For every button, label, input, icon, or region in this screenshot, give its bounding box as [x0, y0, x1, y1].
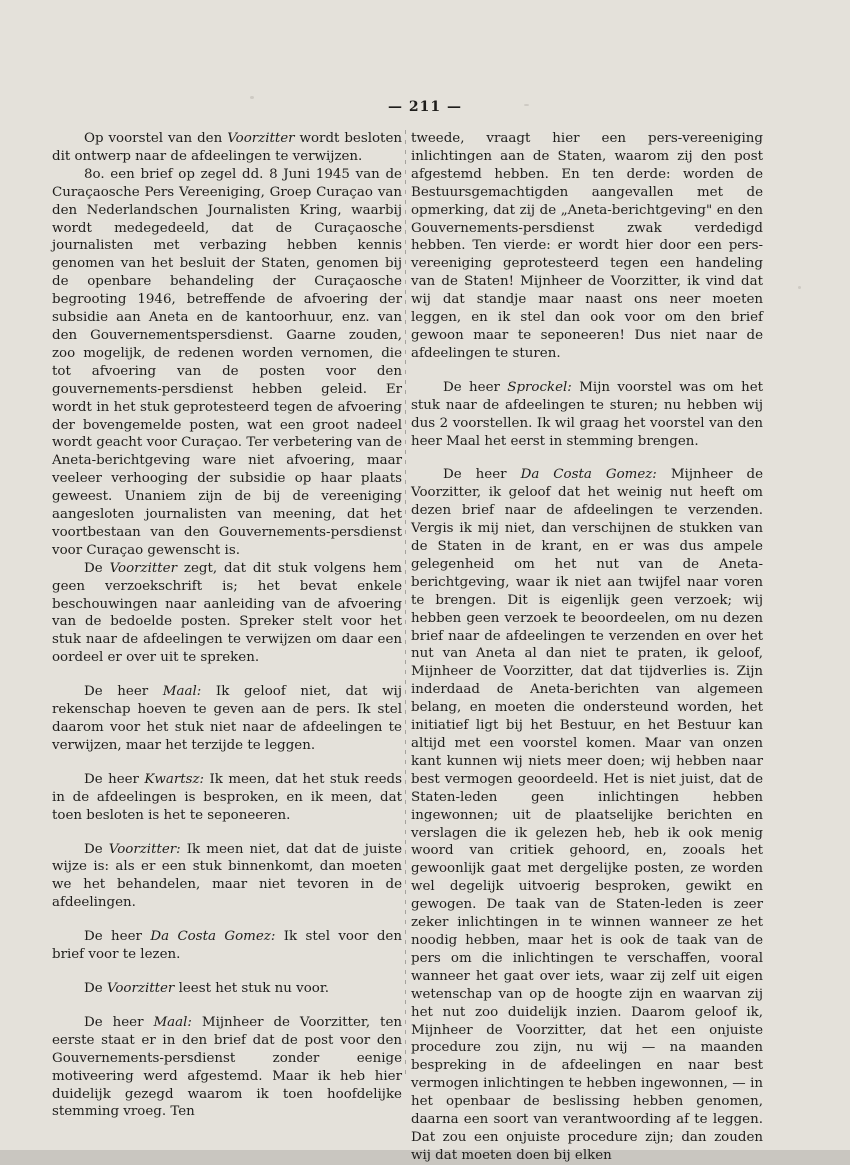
paragraph-text: leest het stuk nu voor. — [174, 980, 330, 996]
speaker-name: Maal: — [153, 1014, 192, 1030]
paragraph-text: wordt besloten dit ontwerp naar de afdeelingen te verwijzen. — [52, 131, 402, 164]
paragraph-text: Ik meen niet, dat dat de juiste wijze is: als er een stuk binnenkomt, dan moeten we het behandelen, maar niet tevoren in de afdeelingen. — [52, 841, 402, 911]
paragraph — [52, 771, 402, 825]
paragraph-prefix: De — [84, 841, 109, 857]
speaker-name: Voorzitter: — [108, 841, 181, 857]
speaker-name: Voorzitter — [227, 131, 295, 146]
paragraph — [411, 466, 763, 1164]
speaker-name: Voorzitter — [106, 980, 175, 996]
page-number: — 211 — — [388, 99, 462, 115]
speaker-name: Kwartsz: — [144, 771, 205, 787]
speaker-name: Sprockel: — [507, 379, 572, 395]
paragraph-prefix: De heer — [84, 1014, 154, 1030]
paragraph-prefix: De — [84, 560, 110, 576]
column-divider — [405, 130, 406, 1080]
paragraph — [411, 379, 763, 451]
paragraph-prefix: De heer — [84, 771, 145, 787]
speaker-name: Da Costa Gomez: — [520, 467, 657, 483]
paragraph-prefix: De — [84, 980, 107, 996]
paragraph — [52, 166, 402, 560]
speaker-name: Maal: — [162, 684, 202, 700]
paragraph-text: Mijn voorstel was om het stuk naar de afdeelingen te sturen; nu hebben wij dus 2 voorstellen. Ik wil graag het voorstel van den heer Maal het eerst in stemming brengen. — [411, 379, 763, 449]
paragraph — [411, 130, 763, 363]
paragraph-text: tweede, vraagt hier een pers-vereeniging inlichtingen aan de Staten, waarom zij den post afgestemd hebben. En ten derde: worden de Bestuursgemachtigden aangevallen met de opmerking, dat zij de „Aneta-berichtgeving" en den Gouvernements-persdienst zwak verdedigd hebben. Ten vierde: er wordt hier door een pers-vereeniging geprotesteerd tegen een handeling van de Staten! Mijnheer de Voorzitter, ik vind dat wij dat standje maar naast ons neer moeten leggen, en ik stel dan ook voor om den brief gewoon maar te seponeeren! Dus niet naar de afdeelingen te sturen. — [411, 131, 763, 361]
paragraph — [52, 683, 402, 755]
paragraph-prefix: De heer — [84, 684, 163, 700]
paragraph — [52, 1014, 402, 1121]
paragraph — [52, 560, 402, 667]
speaker-name: Voorzitter — [109, 560, 177, 576]
paragraph — [52, 130, 402, 166]
paragraph — [52, 841, 402, 913]
paragraph-prefix: De heer — [84, 929, 151, 945]
paragraph — [52, 928, 402, 964]
paragraph-text: 8o. een brief op zegel dd. 8 Juni 1945 van de Curaçaosche Pers Vereeniging, Groep Curaçao van den Nederlandschen Journalisten Kring, waarbij wordt medegedeeld, dat de Curaçaosche journalisten met verbazing hebben kennis genomen van het besluit der Staten, genomen bij de openbare behandeling der Curaçaosche begrooting 1946, betreffende de afvoering der subsidie aan Aneta en de kantoorhuur, enz. van den Gouvernementspersdienst. Gaarne zouden, zoo mogelijk, de redenen worden vernomen, die tot afvoering van de posten voor den gouvernements-persdienst hebben geleid. Er wordt in het stuk geprotesteerd tegen de afvoering der bovengemelde posten, wat een groot nadeel wordt geacht voor Curaçao. Ter verbetering van de Aneta-berichtgeving ware niet afvoering, maar veeleer verhooging der subsidie op haar plaats geweest. Unaniem zijn de bij de vereeniging aangesloten journalisten van meening, dat het voortbestaan van den Gouvernements-persdienst voor Curaçao gewenscht is. — [52, 166, 402, 558]
paragraph-prefix: De heer — [443, 379, 508, 395]
paragraph-prefix: De heer — [443, 467, 521, 483]
paragraph-text: Mijnheer de Voorzitter, ik geloof dat het weinig nut heeft om dezen brief naar de afdeelingen te verzenden. Vergis ik mij niet, dan verschijnen de stukken van de Staten in de krant, en er was dus ampele gelegenheid om het nut van de Aneta-berichtgeving, waar ik niet aan twijfel naar voren te brengen. Dit is eigenlijk geen verzoek; wij hebben geen verzoek te beoordeelen, om nu dezen brief naar de afdeelingen te verzenden en over het nut van Aneta al dan niet te praten, ik geloof, Mijnheer de Voorzitter, dat dat tijdverlies is. Zijn inderdaad de Aneta-berichten van algemeen belang, en moeten die ondersteund worden, het initiatief ligt bij het Bestuur, en het Bestuur kan altijd met een voorstel komen. Maar van onzen kant kunnen wij niets meer doen; wij hebben naar best vermogen geoordeeld. Het is niet juist, dat de Staten-leden geen inlichtingen hebben ingewonnen; uit de plaatselijke berichten en verslagen die ik gelezen heb, heb ik ook menig woord van critiek gehoord, en, zooals het gewoonlijk gaat met dergelijke posten, ze worden wel degelijk uitvoerig besproken, gewikt en gewogen. De taak van de Staten-leden is zeer zeker inlichtingen in te winnen wanneer ze het noodig hebben, maar het is ook de taak van de pers om die inlichtingen te verschaffen, vooral wanneer het gaat over iets, waar zij zelf uit eigen wetenschap van op de hoogte zijn en waarvan zij het nut zoo duidelijk inzien. Daarom geloof ik, Mijnheer de Voorzitter, dat het een onjuiste procedure zou zijn, nu wij — na maanden bespreking in de afdeelingen en naar best vermogen inlichtingen te hebben ingewonnen, — in het openbaar de beslissing hebben genomen, daarna een soort van verantwoording af te leggen. Dat zou een onjuiste procedure zijn; dan zouden wij dat moeten doen bij elken — [411, 467, 763, 1163]
paragraph-text: Ik geloof niet, dat wij rekenschap hoeven te geven aan de pers. Ik stel daarom voor het stuk niet naar de afdeelingen te verwijzen, maar het terzijde te leggen. — [52, 684, 402, 753]
speaker-name: Da Costa Gomez: — [150, 929, 276, 945]
paragraph-text: Mijnheer de Voorzitter, ten eerste staat er in den brief dat de post voor den Gouvernements-persdienst zonder eenige motiveering werd afgestemd. Maar ik heb hier duidelijk gezegd waarom ik toen hoofdelijke stemming vroeg. Ten — [52, 1014, 402, 1120]
paragraph-text: Ik stel voor den brief voor te lezen. — [52, 929, 402, 963]
paragraph-prefix: Op voorstel van den — [84, 131, 228, 146]
speck-mark — [798, 286, 801, 289]
paragraph-text: Ik meen, dat het stuk reeds in de afdeelingen is besproken, en ik meen, dat toen besloten is het te seponeeren. — [52, 771, 402, 823]
paragraph-text: zegt, dat dit stuk volgens hem geen verzoekschrift is; het bevat enkele beschouwingen naar aanleiding van de afvoering van de bedoelde posten. Spreker stelt voor het stuk naar de afdeelingen te verwijzen om daar een oordeel er over uit te spreken. — [52, 560, 403, 666]
paragraph — [52, 980, 402, 998]
right-column — [411, 130, 763, 1165]
left-column — [52, 130, 402, 1121]
